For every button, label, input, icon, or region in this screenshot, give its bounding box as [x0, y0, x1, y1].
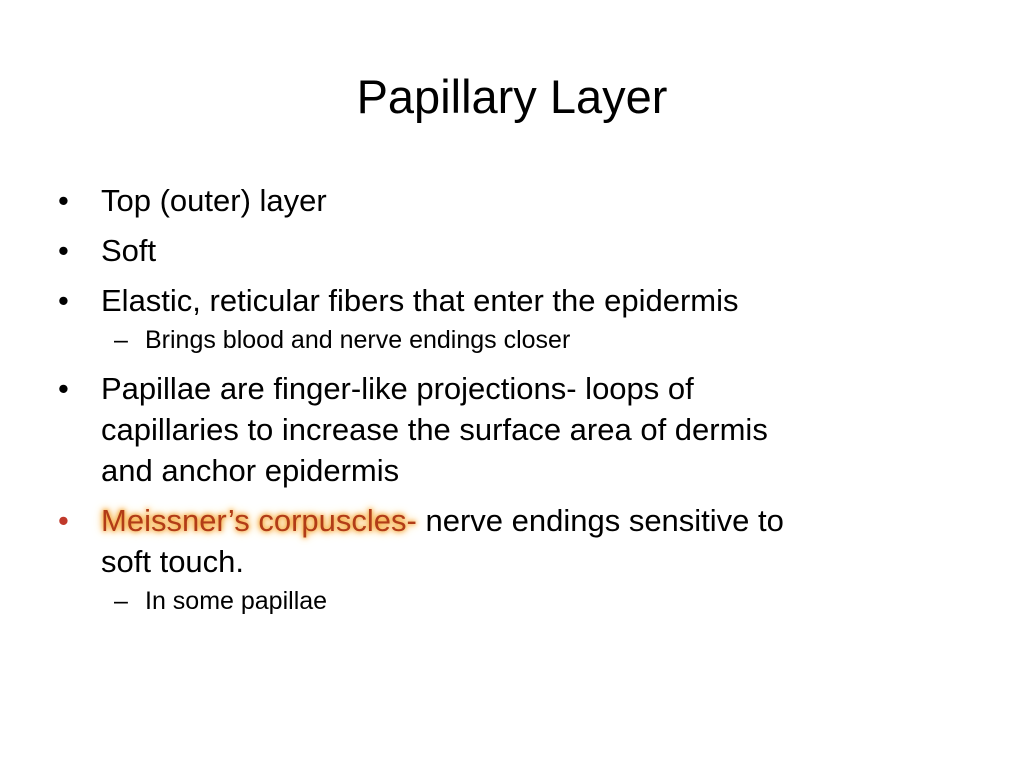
bullet-text-line-3: and anchor epidermis: [101, 453, 400, 488]
dash-icon: –: [114, 326, 128, 354]
sub-bullet-text: Brings blood and nerve endings closer: [145, 326, 571, 354]
bullet-item-papillae: [58, 368, 988, 491]
bullet-text: Soft: [101, 233, 157, 268]
bullet-text-line-1: [101, 500, 988, 541]
sub-bullet-blood-nerve: [58, 324, 988, 357]
bullet-item-soft: [58, 230, 988, 271]
dash-icon: –: [114, 587, 128, 615]
bullet-icon: •: [58, 371, 69, 406]
bullet-list: [58, 180, 988, 629]
bullet-item-elastic-fibers: [58, 280, 988, 321]
bullet-text: Top (outer) layer: [101, 183, 327, 218]
bullet-text: Elastic, reticular fibers that enter the epidermis: [101, 283, 739, 318]
bullet-text-line-1: Papillae are finger-like projections- loops of: [101, 371, 694, 406]
sub-bullet-text: In some papillae: [145, 587, 328, 615]
bullet-text-line-2: soft touch.: [101, 544, 245, 579]
sub-bullet-some-papillae: [58, 585, 988, 618]
bullet-item-top-layer: [58, 180, 988, 221]
bullet-text-line-2: capillaries to increase the surface area of dermis: [101, 412, 768, 447]
bullet-icon: •: [58, 503, 69, 538]
bullet-item-meissner: [58, 500, 988, 582]
slide-title: Papillary Layer: [356, 70, 668, 123]
bullet-text: nerve endings sensitive to: [416, 503, 784, 538]
bullet-icon: •: [58, 283, 69, 318]
bullet-icon: •: [58, 183, 69, 218]
highlighted-term: Meissner’s corpuscles-: [101, 503, 417, 538]
bullet-icon: •: [58, 233, 69, 268]
